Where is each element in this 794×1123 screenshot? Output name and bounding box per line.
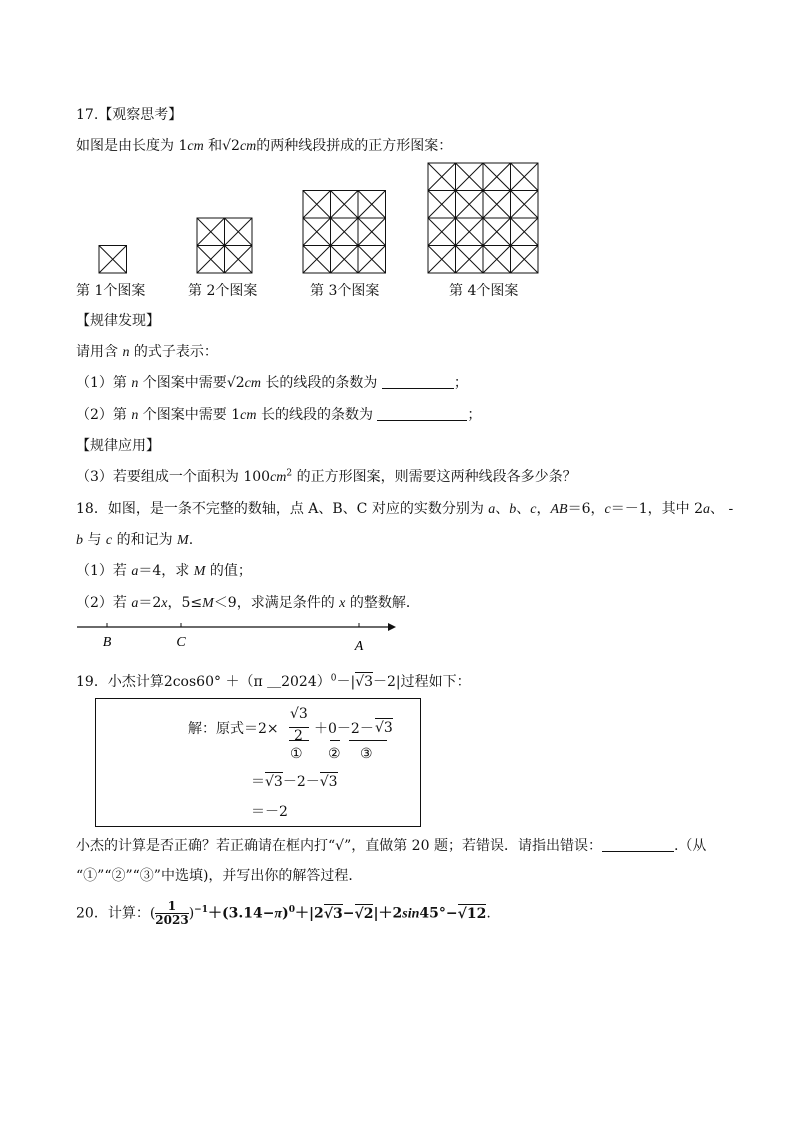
q17-part3: （3）若要组成一个面积为 $100cm^2$ 的正方形图案，则需要这两种线段各多少条？ <box>76 468 577 485</box>
q19-line: 19．小杰计算2cos60° ＋（π ＿2024）$^0$－|√3－2|过程如下： <box>76 673 471 690</box>
axis-arrow <box>388 623 396 631</box>
pattern-2 <box>197 218 252 273</box>
q18-part2: （2）若 a＝2x，5≤M＜9，求满足条件的 x 的整数解． <box>76 595 420 611</box>
q20-expression: 20．计算：( $\frac{1}{2023}$ )$^{-1}+(3.14-\pi)^0+|2√3-√2|+2\sin 45^\circ-√12$. <box>76 899 491 927</box>
frac-den: 2 <box>294 728 303 744</box>
label-b: B <box>102 635 112 650</box>
pattern-label-4: 第 4个图案 <box>449 283 519 299</box>
answer-blank-2[interactable] <box>377 406 467 421</box>
pattern-label-3: 第 3个图案 <box>310 283 380 299</box>
solution-box <box>95 698 421 827</box>
rule-title: 【规律发现】 <box>76 313 160 329</box>
q20-fraction: $\frac{1}{2023}$ <box>155 899 189 927</box>
q17-title: 17.【观察思考】 <box>76 107 183 123</box>
square-patterns-figure <box>0 160 794 280</box>
label-a: A <box>354 639 364 654</box>
frac-num: √3 <box>290 706 308 722</box>
q19-after1: 小杰的计算是否正确？若正确请在框内打“√”，直做第 20 题；若错误．请指出错误： .（从 <box>76 838 707 854</box>
number-line <box>70 616 400 656</box>
q18-part1: （1）若 a＝4，求 M 的值； <box>76 563 252 579</box>
circle-2: ② <box>328 746 341 762</box>
underline-1 <box>289 740 309 741</box>
pattern-label-1: 第 1个图案 <box>76 283 146 299</box>
pattern-3 <box>303 191 386 274</box>
q19-after2: “①”“②”“③”中选填)，并写出你的解答过程． <box>76 868 363 884</box>
box-line2: ＝√3－2－√3 <box>251 774 338 790</box>
box-label: 解：原式＝2× <box>188 721 279 737</box>
q18-line2: b 与 c 的和记为 M. <box>76 532 194 548</box>
q18-line1: 18．如图，是一条不完整的数轴，点 A、B、C 对应的实数分别为 a、b、c，AB＝6，c＝－1，其中 2a、 - <box>76 501 734 517</box>
answer-blank-3[interactable] <box>602 837 674 852</box>
pattern-label-2: 第 2个图案 <box>188 283 258 299</box>
q17-part1: （1）第 n 个图案中需要√2cm 长的线段的条数为 ； <box>76 375 468 391</box>
underline-3 <box>349 740 387 741</box>
circle-3: ③ <box>360 746 373 762</box>
q17-part2: （2）第 n 个图案中需要 1cm 长的线段的条数为 ； <box>76 407 482 423</box>
box-sqrt3: √3 <box>375 720 393 736</box>
box-after-frac: ＋0－2－ <box>314 721 374 737</box>
pattern-1 <box>99 246 127 274</box>
underline-2 <box>330 740 340 741</box>
pattern-4 <box>428 163 538 273</box>
box-line3: ＝－2 <box>251 804 288 820</box>
circle-1: ① <box>290 746 303 762</box>
rule-intro: 请用含 n 的式子表示： <box>76 344 218 360</box>
label-c: C <box>176 635 186 650</box>
apply-title: 【规律应用】 <box>76 438 160 454</box>
answer-blank-1[interactable] <box>382 374 454 389</box>
q17-intro: 如图是由长度为 1cm 和√2cm的两种线段拼成的正方形图案： <box>76 138 453 154</box>
